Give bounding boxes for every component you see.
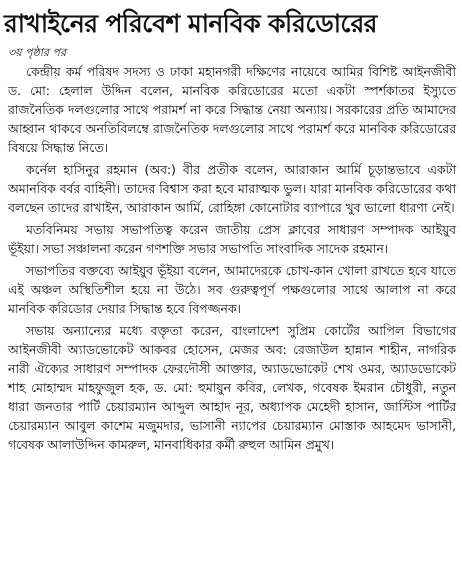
- paragraph-5: সভায় অন্যান্যের মধ্যে বক্তৃতা করেন, বাংলাদেশ সুপ্রিম কোর্টের আপিল বিভাগের আইনজীবী অ্যাডভোকেট আকবর হোসেন, মেজর অব: রেজাউল হান্নান শাহীন, নাগরিক নারী ঐক্যের সাধারণ সম্পাদক ফেরদৌসী আক্তার, অ্যাডভোকেট শেখ ওমর, অ্যাডভোকেট শাহ মোহাম্মদ মাহফুজুল হক, ড. মো: হুমায়ুন কবির, লেখক, গবেষক ইমরান চৌধুরী, নতুন ধারা জনতার পার্টি চেয়ারম্যান আব্দুল আহাদ নূর, অধ্যাপক মেহেদী হাসান, জাস্টিস পার্টির চেয়ারম্যান আবুল কাশেম মজুমদার, ভাসানী ন্যাপের চেয়ারম্যান মোস্তাক আহমেদ ভাসানী, গবেষক আলাউদ্দিন কামরুল, মানবাধিকার কর্মী রুহুল আমিন প্রমুখ।: [8, 323, 456, 452]
- paragraph-2: কর্নেল হাসিনুর রহমান (অব:) বীর প্রতীক বলেন, আরাকান আর্মি চূড়ান্তভাবে একটা অমানবিক বর্বর বাহিনী। তাদের বিশ্বাস করা হবে মারাত্মক ভুল। যারা মানবিক করিডোরের কথা বলছেন তাদের রাখাইন, আরাকান আর্মি, রোহিঙ্গা কোনোটার ব্যাপারে খুব ভালো ধারণা নেই।: [8, 162, 456, 215]
- paragraph-3: মতবিনিময় সভায় সভাপতিত্ব করেন জাতীয় প্রেস ক্লাবের সাধারণ সম্পাদক আইয়ুব ভূঁইয়া। সভা সঞ্চালনা করেন গণশক্তি সভার সভাপতি সাংবাদিক সাদেক রহমান।: [8, 222, 456, 256]
- paragraph-1: কেন্দ্রীয় কর্ম পরিষদ সদস্য ও ঢাকা মহানগরী দক্ষিণের নায়েবে আমির বিশিষ্ট আইনজীবী ড. মো: হেলাল উদ্দিন বলেন, মানবিক করিডোরের মতো একটা স্পর্শকাতর ইস্যুতে রাজনৈতিক দলগুলোর সাথে পরামর্শ না করে সিদ্ধান্ত নেয়া অন্যায়। সরকারের প্রতি আমাদের আহ্বান থাকবে অনতিবিলম্বে রাজনৈতিক দলগুলোর সাথে পরামর্শ করে মানবিক করিডোরের বিষয়ে সিদ্ধান্ত নিতে।: [8, 64, 456, 155]
- headline: রাখাইনের পরিবেশ মানবিক করিডোরের: [4, 9, 377, 38]
- article-body: [0, 60, 462, 454]
- page-edge: [0, 572, 462, 582]
- continuation-note: ৩য় পৃষ্ঠার পর: [8, 46, 67, 59]
- paragraph-4: সভাপতির বক্তব্যে আইয়ুব ভূঁইয়া বলেন, আমাদেরকে চোখ-কান খোলা রাখতে হবে যাতে এই অঞ্চল অস্থিতিশীল হয়ে না উঠে। সব গুরুত্বপূর্ণ পক্ষগুলোর সাথে আলাপ না করে মানবিক করিডোর দেয়ার সিদ্ধান্ত হবে বিপজ্জনক।: [8, 263, 456, 316]
